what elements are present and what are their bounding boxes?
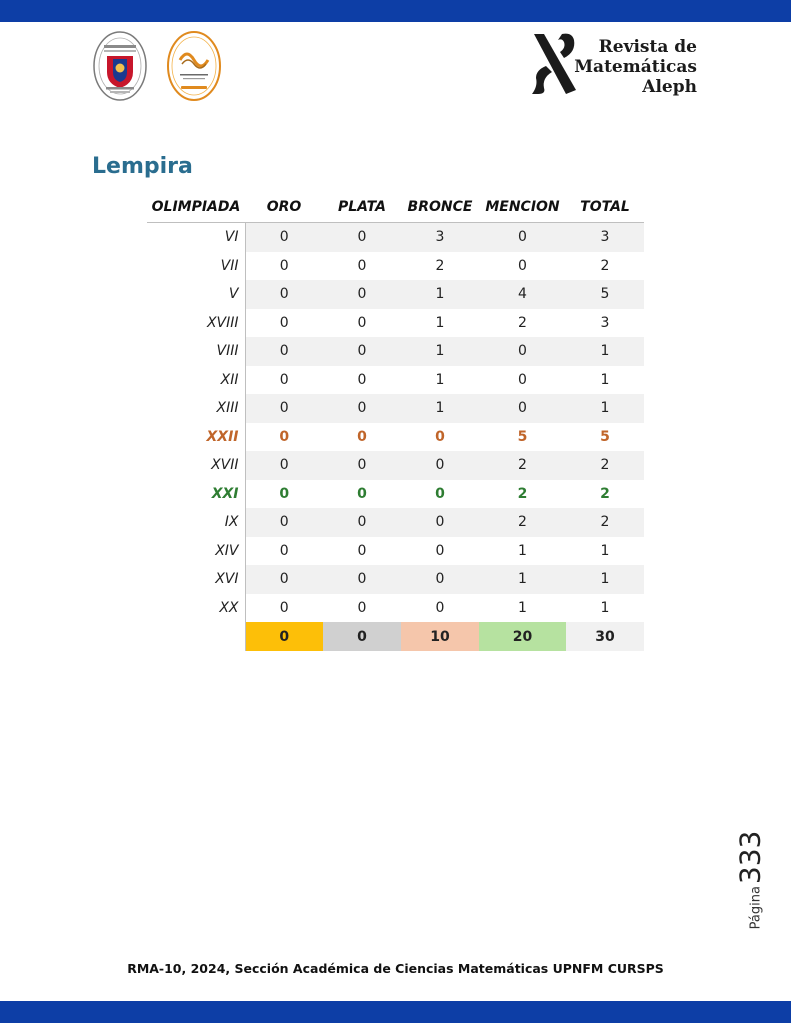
cell-plata: 0 [323,565,401,594]
cell-olimpiada: XVII [147,451,245,480]
cell-bronce: 0 [435,485,445,502]
cell-plata: 0 [357,599,367,616]
table-row [147,280,644,309]
header-total: TOTAL [566,192,644,223]
cell-bronce: 0 [401,508,479,537]
cell-bronce: 0 [401,565,479,594]
table-row [147,537,644,566]
cell-plata: 0 [323,280,401,309]
cell-bronce: 1 [435,371,445,388]
cell-total: 1 [566,337,644,366]
cell-oro: 0 [279,485,290,502]
cell-plata: 0 [323,337,401,366]
cell-oro: 0 [245,508,323,537]
cell-olimpiada: XVIII [147,309,245,338]
cell-mencion: 2 [518,314,527,331]
cell-oro: 0 [279,371,289,388]
cell-mencion: 1 [479,565,566,594]
cell-oro: 0 [279,257,289,274]
header-olimpiada: OLIMPIADA [147,192,245,223]
cell-total: 1 [566,565,644,594]
cell-bronce: 2 [435,257,445,274]
cell-mencion: 0 [479,337,566,366]
journal-name [574,37,697,97]
cell-total: 1 [600,542,610,559]
total-mencion: 20 [479,622,566,651]
cell-bronce: 1 [401,394,479,423]
cell-plata: 0 [357,314,367,331]
cell-total: 2 [600,257,610,274]
cell-olimpiada: VII [147,252,245,281]
cell-oro: 0 [279,599,289,616]
cell-plata: 0 [323,451,401,480]
journal-line-1: Revista de [598,37,697,57]
cell-bronce: 1 [401,280,479,309]
table-row [147,594,644,623]
cell-oro: 0 [245,280,323,309]
page-number-value: 333 [733,830,767,885]
cell-olimpiada: VIII [147,337,245,366]
cell-plata: 0 [323,394,401,423]
cell-total: 5 [566,280,644,309]
cell-plata: 0 [357,542,367,559]
upnfm-logo [166,30,222,102]
page-label: Página [748,886,764,930]
total-total: 30 [566,622,644,651]
cell-plata: 0 [323,508,401,537]
cell-total: 1 [566,394,644,423]
cell-bronce: 0 [435,542,445,559]
table-row [147,394,644,423]
cell-plata: 0 [357,485,367,502]
bottom-color-bar [0,1001,791,1023]
cell-total: 2 [566,451,644,480]
cell-olimpiada: XVI [147,565,245,594]
cell-total: 2 [600,485,610,502]
cell-mencion: 0 [479,394,566,423]
header-mencion: MENCION [479,192,566,223]
cell-oro: 0 [245,337,323,366]
top-color-bar [0,0,791,22]
page-number [733,830,767,930]
cell-bronce: 1 [435,314,445,331]
cell-mencion: 1 [518,542,527,559]
table-row [147,252,644,281]
cell-total: 5 [600,428,610,445]
cell-oro: 0 [245,451,323,480]
table-row [147,337,644,366]
table-row-highlight-orange [147,423,644,452]
cell-mencion: 5 [517,428,528,445]
table-row [147,366,644,395]
cell-oro: 0 [279,314,289,331]
table-row [147,565,644,594]
cell-olimpiada: VI [147,223,245,252]
cell-oro: 0 [245,394,323,423]
table-row [147,451,644,480]
cell-bronce: 0 [401,451,479,480]
cell-bronce: 0 [435,428,445,445]
table-row-highlight-green [147,480,644,509]
journal-line-2: Matemáticas [574,57,697,77]
total-oro: 0 [245,622,323,651]
cell-bronce: 1 [401,337,479,366]
cell-total: 1 [600,599,610,616]
cell-mencion: 0 [518,257,527,274]
footer-citation: RMA-10, 2024, Sección Académica de Ciencias Matemáticas UPNFM CURSPS [127,961,664,976]
cell-olimpiada: XX [147,594,245,623]
table-header-row [147,192,644,223]
cell-mencion: 0 [518,371,527,388]
header-plata: PLATA [323,192,401,223]
medal-table [147,192,644,651]
total-plata: 0 [323,622,401,651]
cell-mencion: 2 [479,451,566,480]
cell-bronce: 3 [401,223,479,252]
cell-mencion: 1 [518,599,527,616]
cell-bronce: 0 [435,599,445,616]
cell-plata: 0 [357,257,367,274]
header-oro: ORO [245,192,323,223]
section-title: Lempira [92,154,193,179]
cell-oro: 0 [245,565,323,594]
cell-olimpiada: XII [147,366,245,395]
cell-olimpiada: XIV [147,537,245,566]
cell-plata: 0 [357,371,367,388]
cell-mencion: 4 [479,280,566,309]
cell-plata: 0 [323,223,401,252]
table-row [147,508,644,537]
cell-total: 3 [566,223,644,252]
cell-oro: 0 [279,428,290,445]
cell-total: 3 [600,314,610,331]
table-row [147,223,644,252]
total-bronce: 10 [401,622,479,651]
cell-oro: 0 [245,223,323,252]
university-seal-logo [92,30,148,102]
totals-spacer [147,622,245,651]
cell-total: 1 [600,371,610,388]
totals-row [147,622,644,651]
journal-line-3: Aleph [642,77,697,97]
cell-total: 2 [566,508,644,537]
cell-olimpiada: IX [147,508,245,537]
cell-plata: 0 [357,428,367,445]
cell-olimpiada: V [147,280,245,309]
cell-mencion: 2 [479,508,566,537]
cell-mencion: 0 [479,223,566,252]
cell-olimpiada: XIII [147,394,245,423]
header-bronce: BRONCE [401,192,479,223]
cell-olimpiada: XXI [147,480,245,509]
cell-oro: 0 [279,542,289,559]
table-row [147,309,644,338]
cell-olimpiada: XXII [147,423,245,452]
cell-mencion: 2 [517,485,528,502]
